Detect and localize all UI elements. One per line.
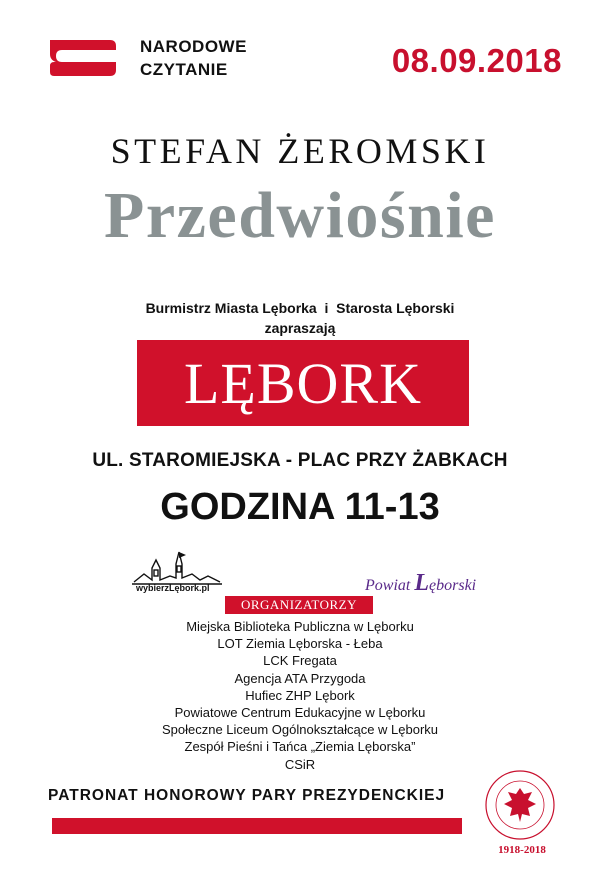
bottom-accent-bar: [52, 818, 462, 834]
list-item: LOT Ziemia Lęborska - Łeba: [217, 636, 383, 652]
event-address: UL. STAROMIEJSKA - PLAC PRZY ŻABKACH: [92, 450, 508, 471]
white-eagle-seal-icon: [478, 768, 562, 842]
seal-years: 1918-2018: [498, 844, 546, 856]
city-banner: [137, 340, 469, 426]
wybierz-lebork-logo-text: wybierzLębork.pl: [136, 583, 210, 593]
powiat-leborski-logo: [365, 570, 476, 597]
book-logo-icon: [46, 36, 120, 80]
list-item: CSiR: [284, 756, 316, 772]
list-item: Miejska Biblioteka Publiczna w Lęborku: [186, 619, 414, 634]
list-item: Powiatowe Centrum Edukacyjne w Lęborku: [174, 705, 426, 721]
book-title: Przedwiośnie: [104, 179, 496, 252]
author-name: STEFAN ŻEROMSKI: [110, 131, 490, 171]
invitation: [0, 298, 600, 338]
list-item: Społeczne Liceum Ogólnokształcące w Lęborku: [161, 722, 439, 738]
list-item: Hufiec ZHP Lębork: [245, 687, 355, 703]
logo-line2: CZYTANIE: [140, 60, 228, 79]
organizers-label: ORGANIZATORZY: [240, 597, 358, 612]
powiat-logo-suffix: ęborski: [429, 577, 477, 594]
invitation-hosts: Burmistrz Miasta Lęborka i Starosta Lęborski: [145, 300, 455, 316]
event-hours: GODZINA 11-13: [160, 486, 440, 528]
honorary-patronage: PATRONAT HONOROWY PARY PREZYDENCKIEJ: [48, 787, 446, 804]
event-date: 08.09.2018: [391, 42, 562, 79]
logo-line1: NARODOWE: [140, 37, 247, 56]
list-item: Agencja ATA Przygoda: [234, 670, 366, 686]
invitation-verb: zapraszają: [264, 320, 336, 336]
powiat-logo-prefix: Powiat: [365, 577, 415, 594]
organizers-header-band: [225, 596, 373, 614]
list-item: Zespół Pieśni i Tańca „Ziemia Lęborska”: [184, 739, 416, 755]
organizers-list: [0, 618, 600, 773]
powiat-logo-initial: L: [414, 570, 430, 596]
list-item: LCK Fregata: [263, 653, 337, 669]
city-name: LĘBORK: [184, 351, 422, 416]
narodowe-czytanie-logo-text: [140, 35, 247, 81]
